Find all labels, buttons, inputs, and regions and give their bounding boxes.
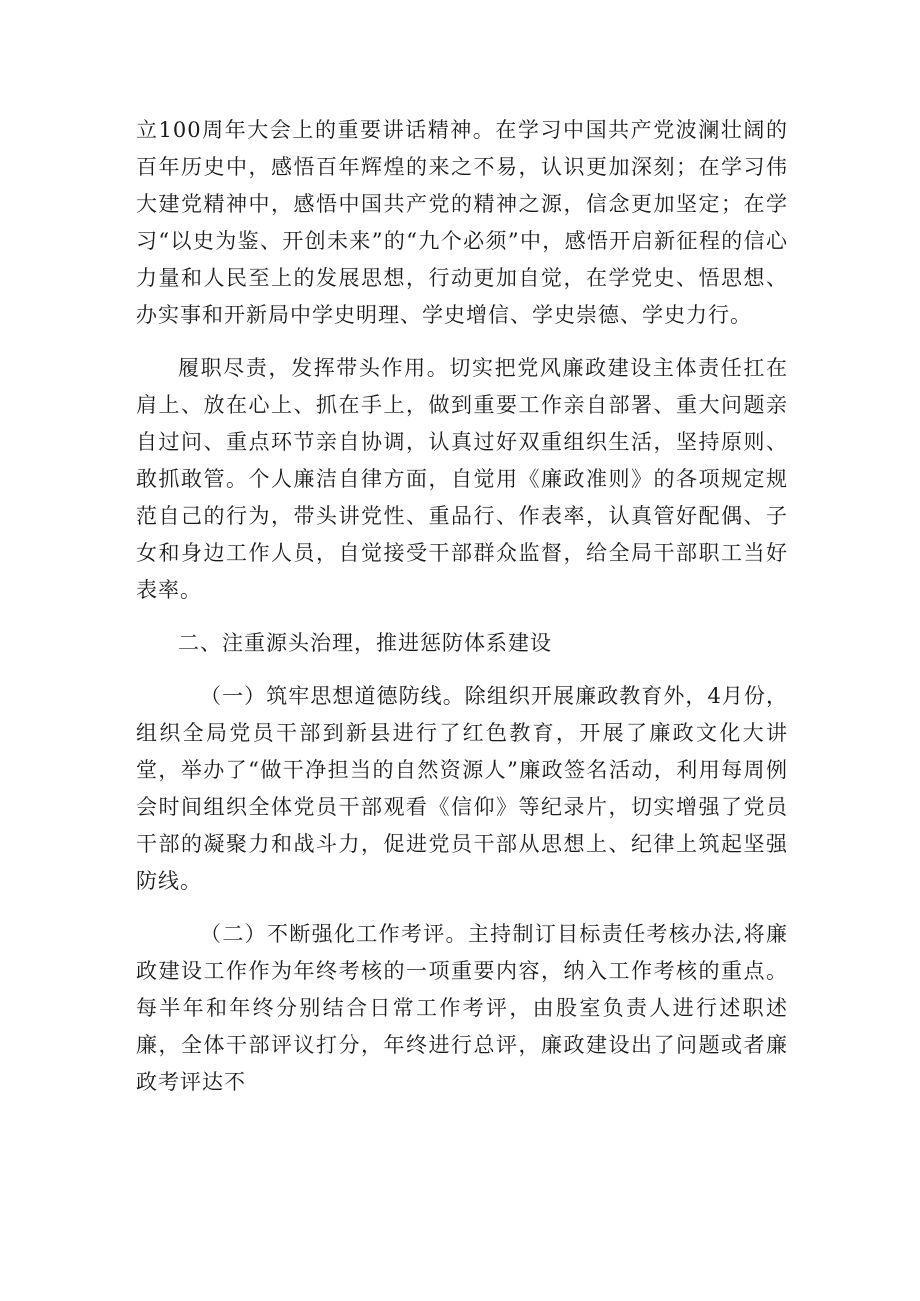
- document-body: [136, 112, 788, 1117]
- paragraph-item-1: （一）筑牢思想道德防线。除组织开展廉政教育外，4月份，组织全局党员干部到新县进行了红色教育，开展了廉政文化大讲堂，举办了“做干净担当的自然资源人”廉政签名活动，利用每周例会时间组织全体党员干部观看《信仰》等纪录片，切实增强了党员干部的凝聚力和战斗力，促进党员干部从思想上、纪律上筑起坚强防线。: [136, 684, 788, 893]
- paragraph-continued: 立100周年大会上的重要讲话精神。在学习中国共产党波澜壮阔的百年历史中，感悟百年辉煌的来之不易，认识更加深刻；在学习伟大建党精神中，感悟中国共产党的精神之源，信念更加坚定；在学习“以史为鉴、开创未来”的“九个必须”中，感悟开启新征程的信心力量和人民至上的发展思想，行动更加自觉，在学党史、悟思想、办实事和开新局中学史明理、学史增信、学史崇德、学史力行。: [136, 118, 788, 327]
- paragraph-item-2: （二）不断强化工作考评。主持制订目标责任考核办法,将廉政建设工作作为年终考核的一项重要内容，纳入工作考核的重点。每半年和年终分别结合日常工作考评，由股室负责人进行述职述廉，全体干部评议打分，年终进行总评，廉政建设出了问题或者廉政考评达不: [136, 922, 788, 1094]
- section-heading-2: 二、注重源头治理，推进惩防体系建设: [178, 631, 552, 655]
- paragraph-duty: 履职尽责，发挥带头作用。切实把党风廉政建设主体责任扛在肩上、放在心上、抓在手上，做到重要工作亲自部署、重大问题亲自过问、重点环节亲自协调，认真过好双重组织生活，坚持原则、敢抓敢管。个人廉洁自律方面，自觉用《廉政准则》的各项规定规范自己的行为，带头讲党性、重品行、作表率，认真管好配偶、子女和身边工作人员，自觉接受干部群众监督，给全局干部职工当好表率。: [136, 356, 788, 602]
